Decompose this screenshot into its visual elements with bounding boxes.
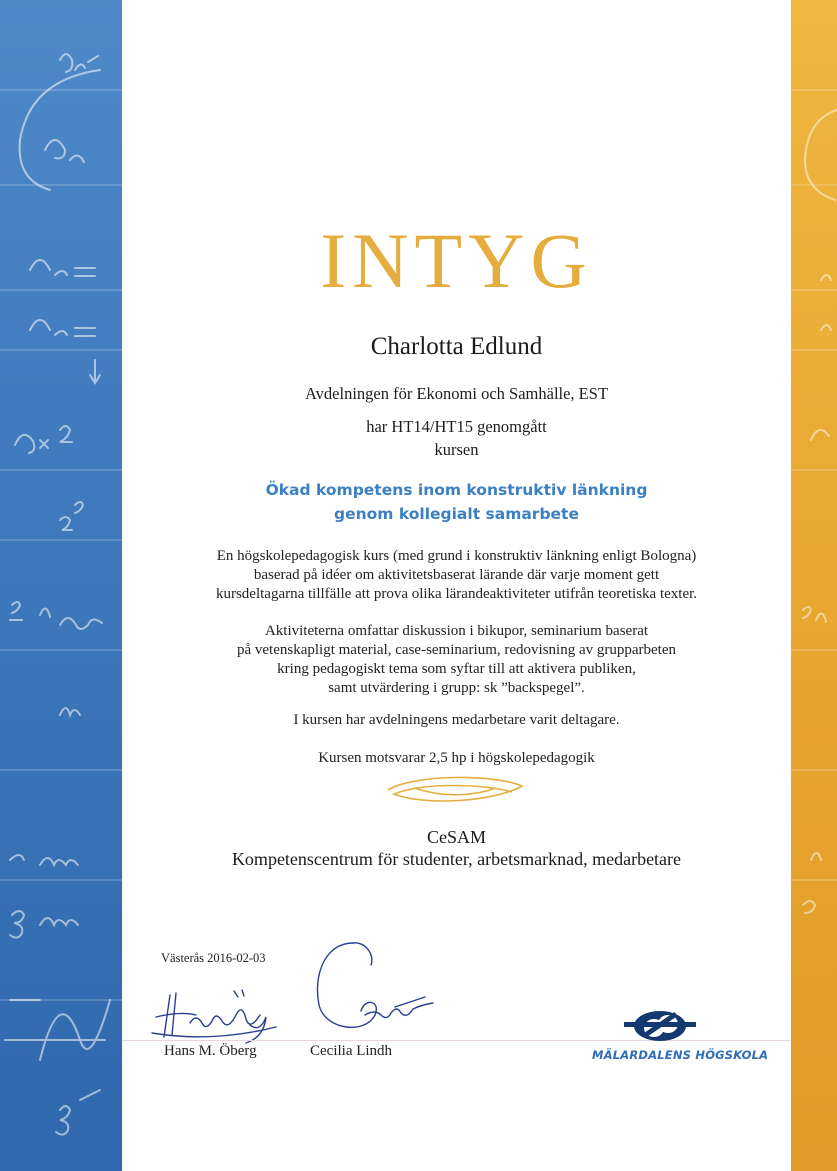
certificate-title: INTYG — [320, 217, 593, 304]
org-full-name: Kompetenscentrum för studenter, arbetsmarknad, medarbetare — [231, 849, 682, 869]
gold-ornament-icon — [384, 776, 526, 806]
course-word: kursen — [434, 440, 479, 459]
left-decorative-band — [0, 0, 122, 1171]
signature-hans-oberg — [150, 985, 280, 1045]
department-line: Avdelningen för Ekonomi och Samhälle, EST — [304, 384, 609, 403]
completion-line: har HT14/HT15 genomgått — [366, 417, 547, 436]
activities-line: kring pedagogiskt tema som syftar till att aktivera publiken, — [277, 661, 636, 677]
org-short-name: CeSAM — [426, 827, 486, 847]
place-and-date: Västerås 2016-02-03 — [161, 951, 266, 965]
activities-line: samt utvärdering i grupp: sk ”backspegel”. — [328, 680, 585, 696]
course-activities — [122, 622, 791, 698]
course-description — [122, 547, 791, 604]
university-name: MÄLARDALENS HÖGSKOLA — [592, 1048, 769, 1062]
handwritten-math-art-right — [791, 0, 837, 1171]
signer-name: Cecilia Lindh — [310, 1043, 393, 1059]
mdh-logo-icon — [592, 1006, 732, 1046]
description-line: kursdeltagarna tillfälle att prova olika lärandeaktiviteter utifrån teoretiska texter. — [215, 586, 698, 602]
activities-line: Aktiviteterna omfattar diskussion i bikupor, seminarium baserat — [264, 623, 649, 639]
description-line: En högskolepedagogisk kurs (med grund i konstruktiv länkning enligt Bologna) — [216, 548, 697, 564]
signature-cecilia-lindh — [305, 935, 445, 1035]
signer-name: Hans M. Öberg — [164, 1043, 257, 1059]
recipient-name: Charlotta Edlund — [370, 333, 543, 360]
handwritten-math-art — [0, 0, 122, 1171]
course-name-line-1: Ökad kompetens inom konstruktiv länkning — [265, 481, 648, 499]
description-line: baserad på idéer om aktivitetsbaserat lärande där varje moment gett — [253, 567, 660, 583]
course-name-line-2: genom kollegialt samarbete — [334, 505, 579, 523]
credits-line: Kursen motsvarar 2,5 hp i högskolepedagogik — [318, 750, 595, 766]
university-logo — [592, 1006, 769, 1062]
participants-line: I kursen har avdelningens medarbetare varit deltagare. — [293, 712, 620, 728]
activities-line: på vetenskapligt material, case-seminarium, redovisning av grupparbeten — [236, 642, 676, 658]
right-decorative-band — [791, 0, 837, 1171]
